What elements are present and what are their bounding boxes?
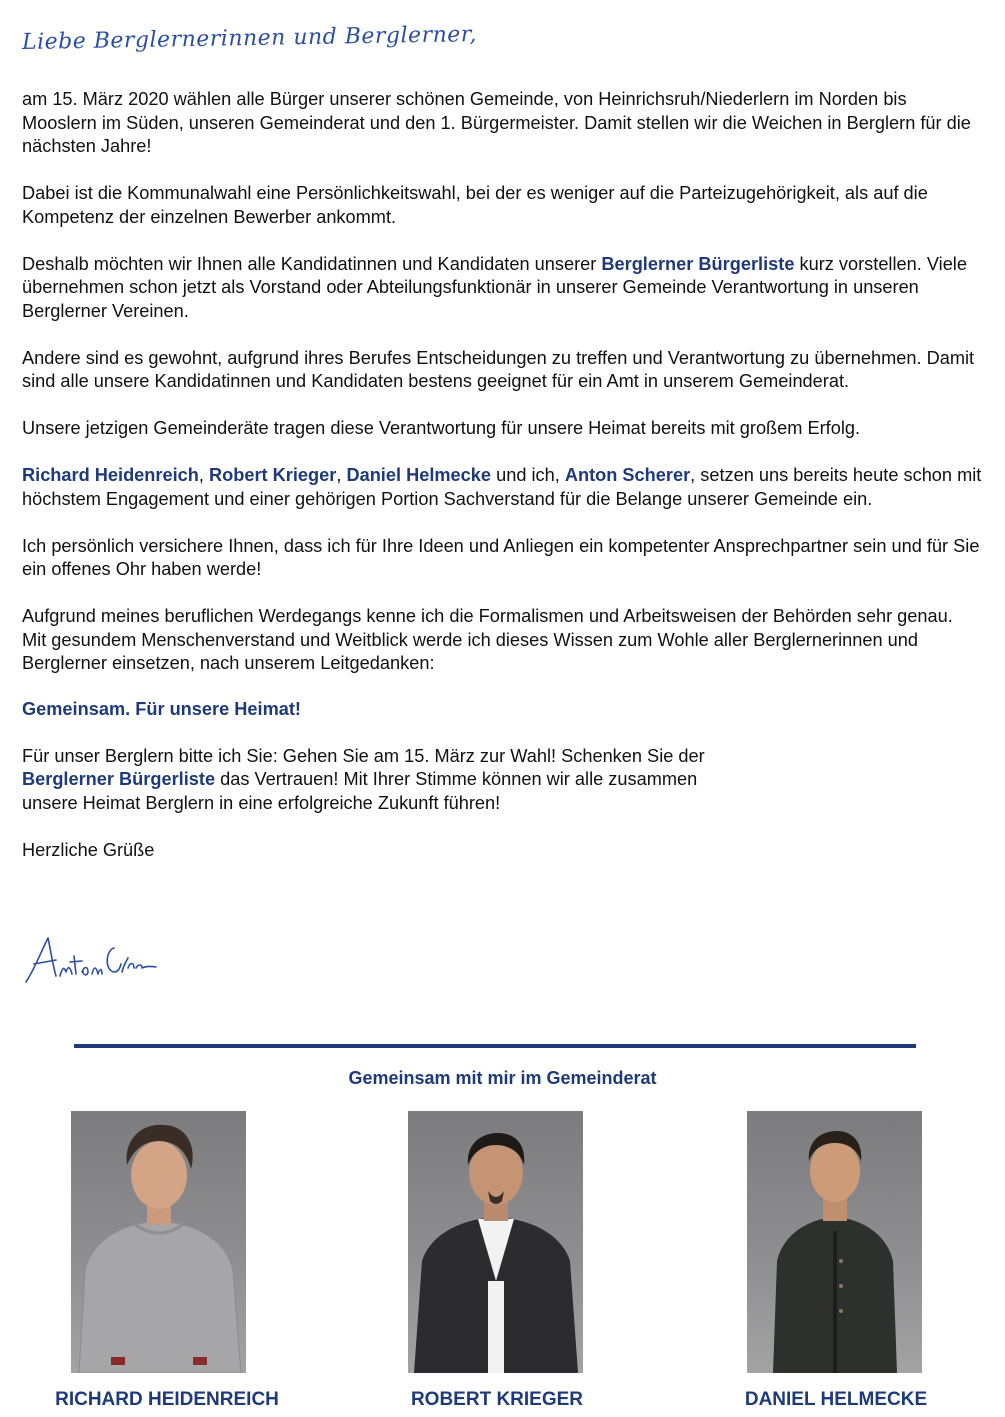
author-name: Anton Scherer	[564, 465, 691, 485]
member-name-caption-daniel: DANIEL HELMECKE	[744, 1389, 928, 1410]
closing: Herzliche Grüße	[22, 839, 155, 860]
portrait-image	[747, 1111, 922, 1373]
paragraph-career: Aufgrund meines beruflichen Werdegangs kenne ich die Formalismen und Arbeitsweisen der Behörden sehr genau. Mit gesundem Menschenverstand und Weitblick werde ich dieses Wissen zum Wohle aller Berglernerinnen und Berglerner einsetzen, nach unserem Leitgedanken:	[22, 606, 953, 673]
portrait-image	[71, 1111, 246, 1373]
paragraph-council-members: Richard Heidenreich, Robert Krieger, Daniel Helmecke und ich, Anton Scherer, setzen uns bereits heute schon mit höchstem Engagement und einer gehörigen Portion Sachverstand für die Belange unserer Gemeinde ein.	[22, 465, 982, 509]
paragraph-election-date: am 15. März 2020 wählen alle Bürger unserer schönen Gemeinde, von Heinrichsruh/Niederlern im Norden bis Mooslern im Süden, unseren Gemeinderat und den 1. Bürgermeister. Damit stellen wir die Weichen in Berglern für die nächsten Jahre!	[22, 89, 971, 156]
paragraph-responsibility: Andere sind es gewohnt, aufgrund ihres Berufes Entscheidungen zu treffen und Verantwortung zu übernehmen. Damit sind alle unsere Kandidatinnen und Kandidaten bestens geeignet für ein Amt in unserem Gemeinderat.	[22, 347, 975, 391]
member-name-caption-richard: RICHARD HEIDENREICH	[55, 1389, 279, 1410]
letter-body	[22, 88, 982, 886]
member-name-robert: Robert Krieger	[209, 465, 337, 485]
member-photo-robert	[408, 1111, 583, 1373]
portrait-image	[408, 1111, 583, 1373]
signature-drawing	[22, 932, 162, 988]
section-divider	[74, 1044, 916, 1048]
party-name: Berglerner Bürgerliste	[601, 253, 795, 274]
council-heading: Gemeinsam mit mir im Gemeinderat	[348, 1068, 657, 1088]
member-photo-daniel	[747, 1111, 922, 1373]
party-name-2: Berglerner Bürgerliste	[22, 769, 216, 789]
member-name-richard: Richard Heidenreich	[22, 465, 199, 485]
paragraph-candidates-intro: Deshalb möchten wir Ihnen alle Kandidatinnen und Kandidaten unserer Berglerner Bürgerliste kurz vorstellen. Viele übernehmen schon jetzt als Vorstand oder Abteilungsfunktionär in unserer Gemeinde Verantwortung in unseren Berglerner Vereinen.	[22, 253, 967, 321]
member-name-daniel: Daniel Helmecke	[346, 465, 492, 485]
member-name-caption-robert: ROBERT KRIEGER	[410, 1389, 584, 1410]
member-photo-richard	[71, 1111, 246, 1373]
signature	[22, 932, 162, 988]
paragraph-personality-vote: Dabei ist die Kommunalwahl eine Persönlichkeitswahl, bei der es weniger auf die Parteizugehörigkeit, als auf die Kompetenz der einzelnen Bewerber ankommt.	[22, 183, 928, 227]
paragraph-call-to-vote: Für unser Berglern bitte ich Sie: Gehen Sie am 15. März zur Wahl! Schenken Sie der Berglerner Bürgerliste das Vertrauen! Mit Ihrer Stimme können wir alle zusammen unsere Heimat Berglern in eine erfolgreiche Zukunft führen!	[22, 745, 705, 813]
greeting-handwritten: Liebe Berglernerinnen und Berglerner,	[21, 22, 478, 55]
paragraph-current-council: Unsere jetzigen Gemeinderäte tragen diese Verantwortung für unsere Heimat bereits mit großem Erfolg.	[22, 418, 861, 438]
slogan: Gemeinsam. Für unsere Heimat!	[22, 698, 301, 719]
paragraph-personal-promise: Ich persönlich versichere Ihnen, dass ich für Ihre Ideen und Anliegen ein kompetenter Ansprechpartner sein und für Sie ein offenes Ohr haben werde!	[22, 535, 980, 579]
